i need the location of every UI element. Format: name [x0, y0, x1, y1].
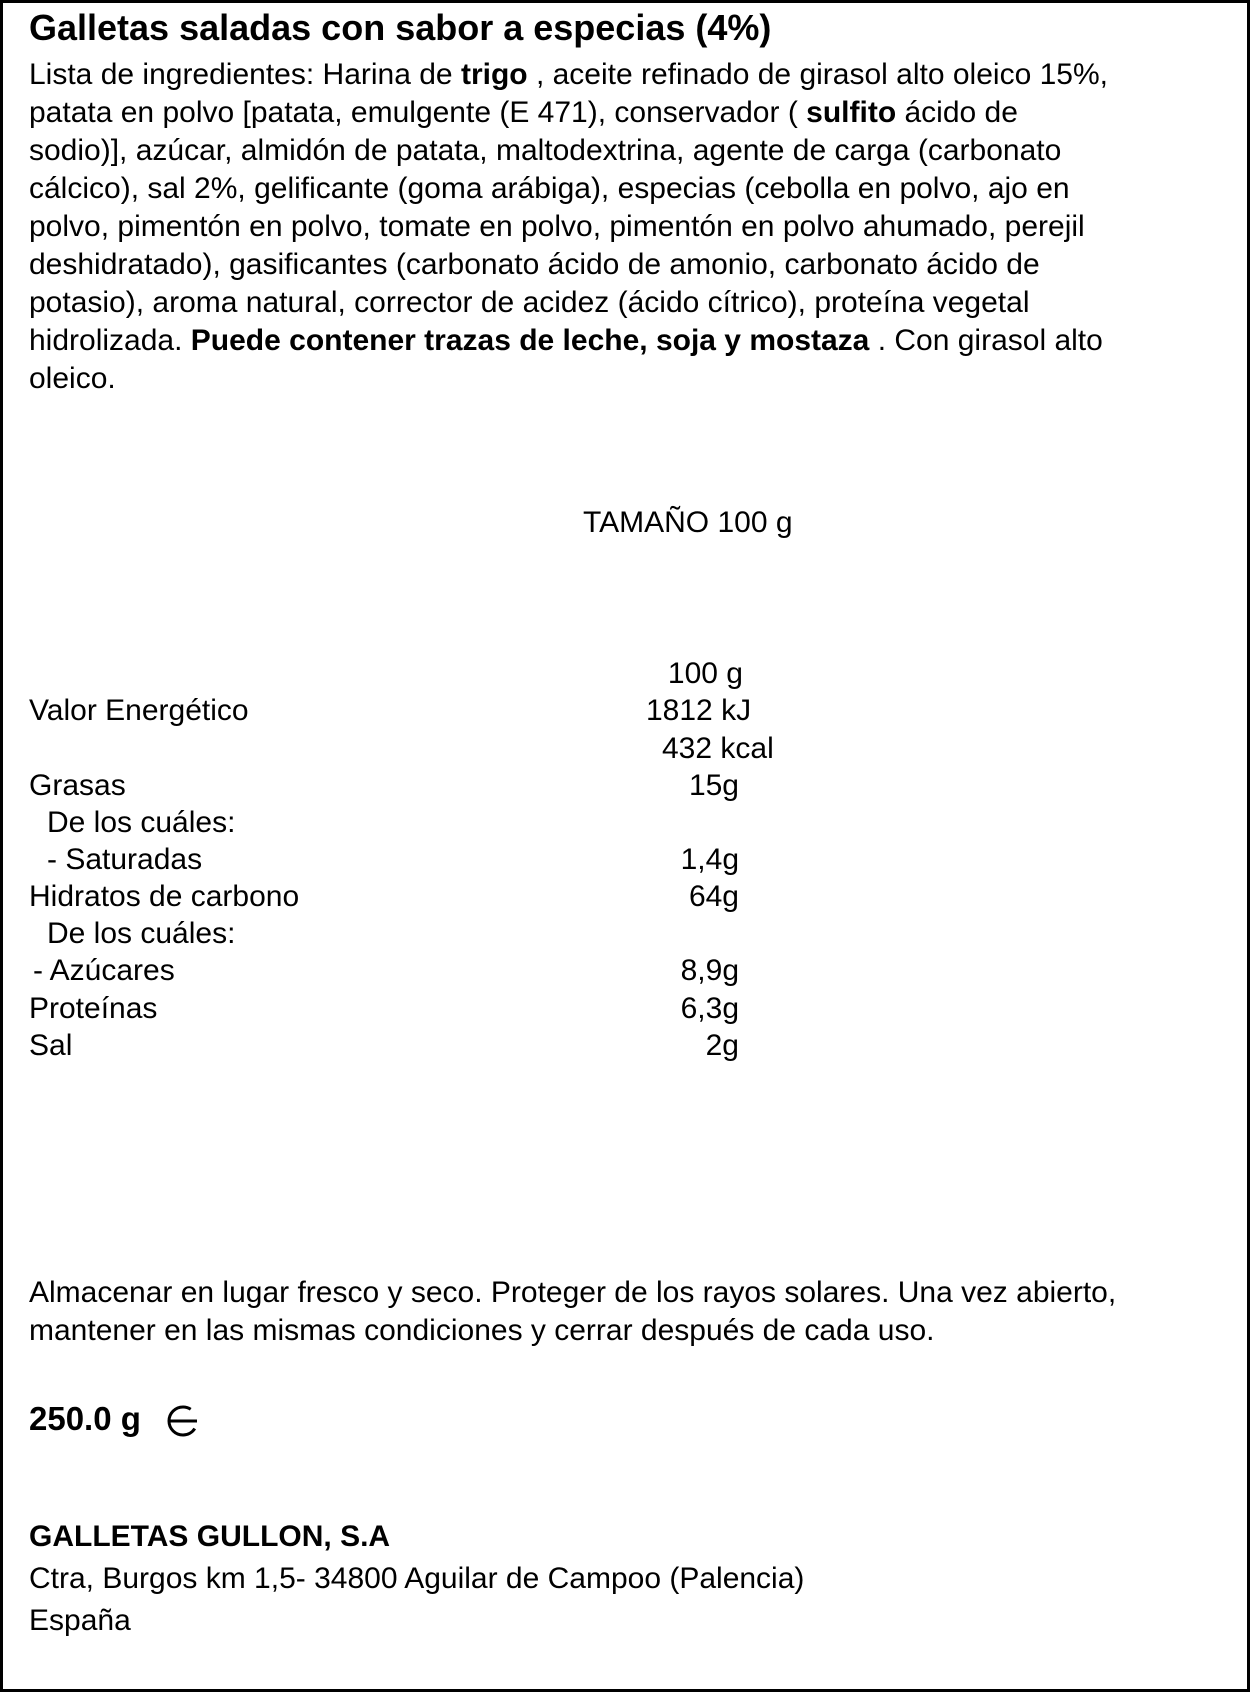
ingredient-text: cálcico), sal 2%, gelificante (goma arábiga), especias (cebolla en polvo, ajo en [29, 172, 1070, 205]
ingredient-text: patata en polvo [patata, emulgente (E 471), conservador ( [29, 96, 807, 129]
saturated-label: - Saturadas [47, 843, 203, 876]
company-country: España [29, 1604, 131, 1637]
fat-of-which-label: De los cuáles: [47, 806, 236, 839]
ingredients-line [29, 132, 1234, 170]
ingredients-list [29, 56, 1234, 398]
salt-value: 2g [705, 1029, 739, 1062]
sugars-label: - Azúcares [33, 954, 175, 987]
carbs-of-which-label: De los cuáles: [47, 917, 236, 950]
ingredient-text: . Con girasol alto [869, 324, 1103, 357]
ingredients-line [29, 360, 1234, 398]
energy-kcal-value: 432 kcal [662, 732, 774, 765]
fat-value: 15g [688, 769, 739, 802]
ingredient-text: potasio), aroma natural, corrector de acidez (ácido cítrico), proteína vegetal [29, 286, 1030, 319]
protein-label: Proteínas [29, 992, 158, 1025]
salt-label: Sal [29, 1029, 73, 1062]
company-address: Ctra, Burgos km 1,5- 34800 Aguilar de Campoo (Palencia) [29, 1562, 805, 1595]
ingredient-text: deshidratado), gasificantes (carbonato ácido de amonio, carbonato ácido de [29, 248, 1040, 281]
energy-kj-value: 1812 kJ [646, 694, 752, 727]
fat-label: Grasas [29, 769, 126, 802]
ingredients-line [29, 170, 1234, 208]
carbs-value: 64g [688, 880, 739, 913]
ingredients-line [29, 208, 1234, 246]
product-title: Galletas saladas con sabor a especias (4%) [29, 7, 772, 48]
energy-label: Valor Energético [29, 694, 249, 727]
serving-size: TAMAÑO 100 g [583, 506, 793, 539]
company-name: GALLETAS GULLON, S.A [29, 1520, 391, 1553]
ingredients-line [29, 56, 1234, 94]
estimated-e-mark-icon [164, 1402, 204, 1438]
protein-value: 6,3g [680, 992, 739, 1025]
ingredient-text: sodio)], azúcar, almidón de patata, maltodextrina, agente de carga (carbonato [29, 134, 1062, 167]
ingredient-text: , aceite refinado de girasol alto oleico 15%, [527, 58, 1108, 91]
ingredient-text: oleico. [29, 362, 116, 395]
ingredients-line [29, 322, 1234, 360]
ingredients-line [29, 246, 1234, 284]
storage-line-2: mantener en las mismas condiciones y cerrar después de cada uso. [29, 1314, 935, 1347]
ingredients-line [29, 284, 1234, 322]
allergen-text: trigo [460, 58, 528, 91]
ingredient-text: polvo, pimentón en polvo, tomate en polvo, pimentón en polvo ahumado, perejil [29, 210, 1085, 243]
storage-instructions [29, 1274, 1116, 1350]
net-weight: 250.0 g [29, 1400, 141, 1437]
storage-line-1: Almacenar en lugar fresco y seco. Proteger de los rayos solares. Una vez abierto, [29, 1276, 1117, 1309]
allergen-text: Puede contener trazas de leche, soja y mostaza [190, 324, 870, 357]
carbs-label: Hidratos de carbono [29, 880, 300, 913]
ingredient-text: ácido de [896, 96, 1018, 129]
allergen-text: sulfito [806, 96, 897, 129]
nutrition-column-header: 100 g [667, 657, 743, 690]
saturated-value: 1,4g [680, 843, 739, 876]
ingredient-text: Lista de ingredientes: Harina de [29, 58, 461, 91]
ingredient-text: hidrolizada. [29, 324, 191, 357]
ingredients-line [29, 94, 1234, 132]
sugars-value: 8,9g [680, 954, 739, 987]
